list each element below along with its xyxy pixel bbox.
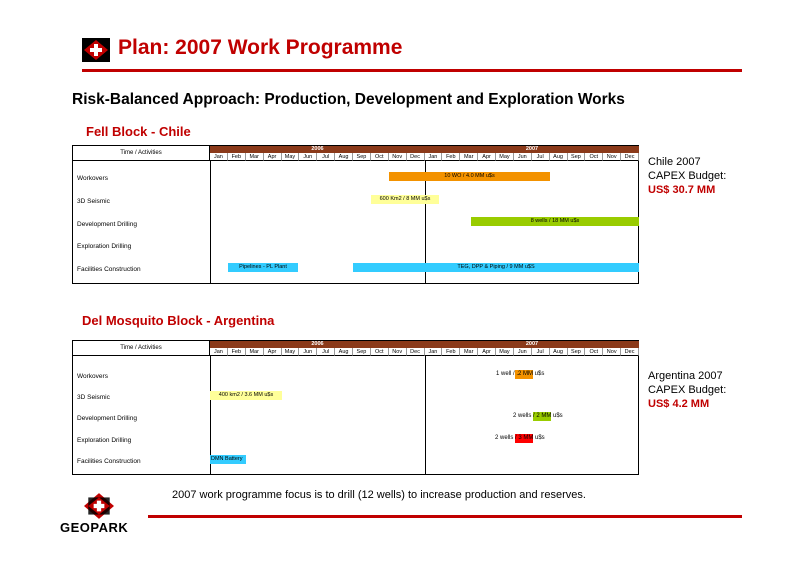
month-cell: Sep: [353, 153, 371, 161]
month-cell: May: [496, 348, 514, 356]
month-cell: Feb: [228, 153, 246, 161]
month-cell: Jun: [299, 348, 317, 356]
month-cell: Mar: [246, 153, 264, 161]
geopark-logo-icon: [82, 38, 110, 62]
month-cell: Oct: [585, 348, 603, 356]
activities-header: Time / Activities: [73, 341, 210, 356]
month-cell: Aug: [550, 348, 568, 356]
month-cell: Oct: [585, 153, 603, 161]
year-divider: [425, 356, 426, 474]
argentina-budget-line2: CAPEX Budget:: [648, 384, 727, 396]
row-label-development-drilling: Development Drilling: [77, 221, 137, 228]
row-label-3d-seismic: 3D Seismic: [77, 394, 110, 401]
bar-development-drilling: 8 wells / 18 MM u$s: [471, 217, 639, 226]
row-label-3d-seismic: 3D Seismic: [77, 198, 110, 205]
label-divider: [210, 161, 211, 283]
footer-note: 2007 work programme focus is to drill (12 wells) to increase production and reserves.: [172, 489, 586, 501]
geopark-wordmark: GEOPARK: [60, 520, 129, 535]
month-cell: Nov: [603, 153, 621, 161]
month-cell: Aug: [335, 348, 353, 356]
month-cell: Jun: [299, 153, 317, 161]
month-cell: Jan: [425, 153, 443, 161]
month-cell: Dec: [621, 348, 639, 356]
title-divider: [82, 69, 742, 72]
month-cell: Jan: [425, 348, 443, 356]
month-cell: Mar: [460, 153, 478, 161]
bar-workovers-label: 1 well / .2 MM u$s: [496, 371, 545, 377]
row-label-facilities-construction: Facilities Construction: [77, 266, 141, 273]
argentina-budget-amount: US$ 4.2 MM: [648, 398, 710, 410]
month-cell: Jun: [514, 153, 532, 161]
month-cell: Jan: [210, 348, 228, 356]
year-2007-header: 2007: [425, 341, 639, 348]
month-cell: Nov: [603, 348, 621, 356]
bar-development-drilling-label: 2 wells / 2 MM u$s: [513, 413, 563, 419]
month-cell: Dec: [621, 153, 639, 161]
month-cell: Jun: [514, 348, 532, 356]
argentina-budget: [648, 369, 726, 411]
bar-workovers: 10 WO / 4.0 MM u$s: [389, 172, 550, 181]
month-cell: Jul: [317, 348, 335, 356]
row-label-workovers: Workovers: [77, 175, 108, 182]
month-cell: May: [282, 153, 300, 161]
month-cell: Mar: [246, 348, 264, 356]
month-cell: Apr: [264, 153, 282, 161]
year-2007-header: 2007: [425, 146, 639, 153]
row-label-exploration-drilling: Exploration Drilling: [77, 437, 132, 444]
mosquito-block-title: Del Mosquito Block - Argentina: [82, 313, 275, 328]
month-cell: May: [282, 348, 300, 356]
bar-3d-seismic: 400 km2 / 3.6 MM u$s: [210, 391, 282, 400]
month-cell: Dec: [407, 153, 425, 161]
month-cell: Feb: [228, 348, 246, 356]
year-2006-header: 2006: [210, 146, 425, 153]
month-cell: Oct: [371, 153, 389, 161]
month-cell: Nov: [389, 348, 407, 356]
chile-budget-line2: CAPEX Budget:: [648, 170, 727, 182]
bar-exploration-drilling-label: 2 wells / 3 MM u$s: [495, 435, 545, 441]
month-cell: May: [496, 153, 514, 161]
activities-header: Time / Activities: [73, 146, 210, 161]
month-cell: Nov: [389, 153, 407, 161]
geopark-footer-logo-icon: [84, 493, 114, 519]
month-cell: Aug: [550, 153, 568, 161]
month-cell: Apr: [478, 348, 496, 356]
month-cell: Mar: [460, 348, 478, 356]
month-cell: Dec: [407, 348, 425, 356]
year-2006-header: 2006: [210, 341, 425, 348]
month-cell: Sep: [568, 348, 586, 356]
footer-divider: [148, 515, 742, 518]
bar-pipelines: Pipelines - PL Plant: [228, 263, 298, 272]
row-label-facilities-construction: Facilities Construction: [77, 458, 141, 465]
month-cell: Jul: [532, 348, 550, 356]
month-cell: Feb: [442, 348, 460, 356]
mosquito-gantt-chart: [72, 340, 639, 475]
fell-gantt-chart: [72, 145, 639, 284]
row-label-exploration-drilling: Exploration Drilling: [77, 243, 132, 250]
bar-teg-dpp-piping: TEG, DPP & Piping / 9 MM u$S: [353, 263, 639, 272]
month-cell: Jul: [532, 153, 550, 161]
fell-block-title: Fell Block - Chile: [86, 124, 191, 139]
chile-budget-line1: Chile 2007: [648, 156, 701, 168]
page-title: Plan: 2007 Work Programme: [118, 36, 403, 59]
bar-dmn-battery: DMN Battery: [210, 455, 246, 464]
chile-budget: [648, 155, 726, 197]
month-cell: Oct: [371, 348, 389, 356]
month-cell: Sep: [568, 153, 586, 161]
argentina-budget-line1: Argentina 2007: [648, 370, 723, 382]
month-cell: Jan: [210, 153, 228, 161]
row-label-workovers: Workovers: [77, 373, 108, 380]
month-cell: Aug: [335, 153, 353, 161]
month-cell: Jul: [317, 153, 335, 161]
chile-budget-amount: US$ 30.7 MM: [648, 184, 716, 196]
bar-3d-seismic: 600 Km2 / 8 MM u$s: [371, 195, 439, 204]
month-cell: Apr: [264, 348, 282, 356]
row-label-development-drilling: Development Drilling: [77, 415, 137, 422]
page-subtitle: Risk-Balanced Approach: Production, Development and Exploration Works: [72, 91, 625, 108]
month-cell: Apr: [478, 153, 496, 161]
month-cell: Feb: [442, 153, 460, 161]
month-cell: Sep: [353, 348, 371, 356]
